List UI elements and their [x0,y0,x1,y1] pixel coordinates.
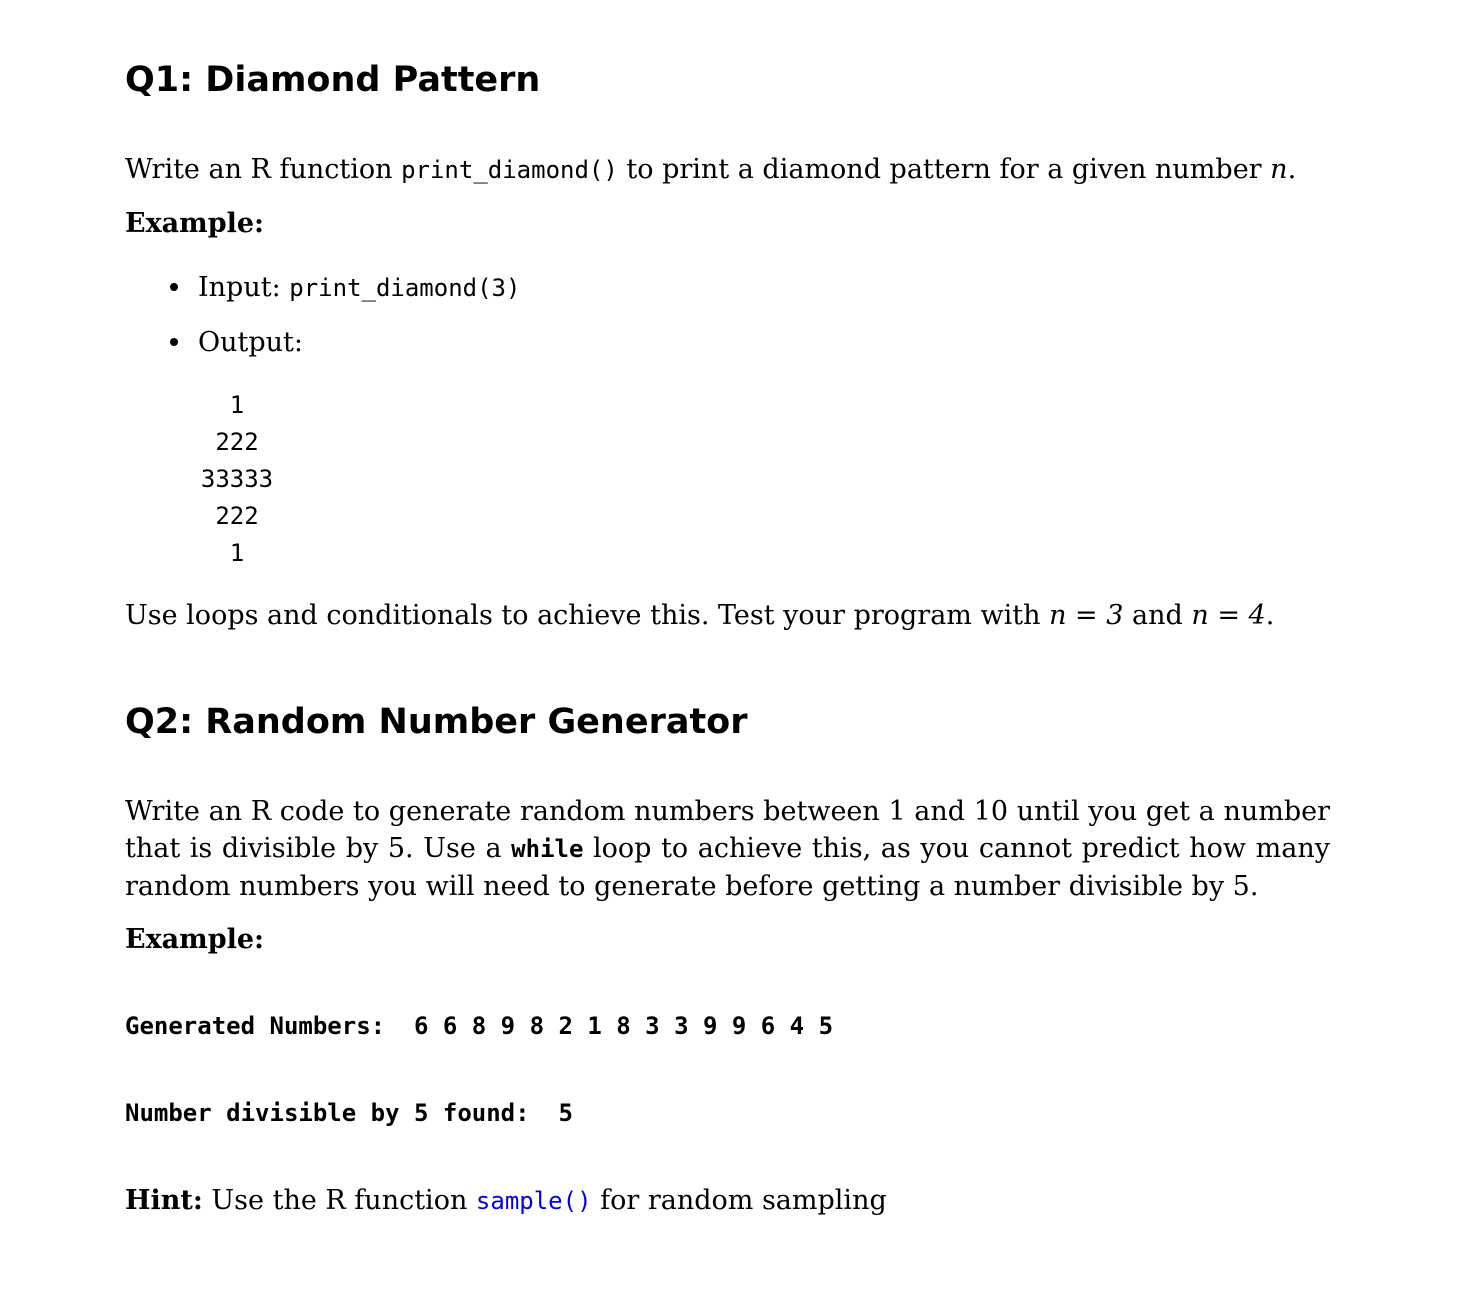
q1-intro-text: Write an R function [125,154,402,185]
q2-sample-function-link[interactable]: sample() [475,1187,592,1215]
q1-intro-end: . [1287,154,1297,185]
q2-hint-text-2: for random sampling [591,1185,887,1216]
diamond-line: 222 [215,428,259,456]
q1-variable-n: n [1270,154,1288,185]
q2-generated-numbers: Generated Numbers: 6 6 8 9 8 2 1 8 3 3 9 9 6 4 5 [125,1012,834,1040]
q1-closing-text: Use loops and conditionals to achieve this. Test your program with [125,600,1050,631]
q1-closing-and: and [1123,600,1192,631]
diamond-line: 33333 [200,465,274,493]
q1-intro [125,151,1296,189]
q1-function-name: print_diamond() [401,156,618,184]
q1-intro-text-2: to print a diamond pattern for a given number [617,154,1271,185]
q2-hint [125,1182,887,1220]
q1-input-label: Input: [198,272,290,303]
q1-closing [125,597,1274,634]
q1-input-item [198,269,520,307]
diamond-line: 1 [229,391,245,419]
q1-output-label: Output: [198,327,303,358]
q2-intro-text-2: loop to achieve this, as you cannot predict how many random numbers you will need to generate before getting a number divisible by 5. [125,833,1330,902]
q2-hint-text: Use the R function [202,1185,476,1216]
q2-example-label: Example: [125,924,265,955]
q1-diamond-output [197,387,277,572]
q1-equation-n3: n = 3 [1049,600,1124,631]
diamond-line: 1 [229,539,245,567]
q2-hint-label: Hint: [125,1185,203,1216]
q2-heading: Q2: Random Number Generator [125,702,748,742]
bullet-dot [170,338,178,346]
q2-found-number: Number divisible by 5 found: 5 [125,1099,573,1127]
q2-while-keyword: while [511,835,584,863]
q1-equation-n4: n = 4 [1191,600,1266,631]
q1-heading: Q1: Diamond Pattern [125,60,541,100]
q1-input-code: print_diamond(3) [289,274,521,302]
q2-intro [125,793,1330,905]
bullet-dot [170,283,178,291]
q2-intro-text: Write an R code to generate random numbers between 1 and 10 until you get a number that is divisible by 5. Use a [125,796,1330,864]
q1-closing-end: . [1265,600,1275,631]
diamond-line: 222 [215,502,259,530]
q1-example-label: Example: [125,208,265,239]
